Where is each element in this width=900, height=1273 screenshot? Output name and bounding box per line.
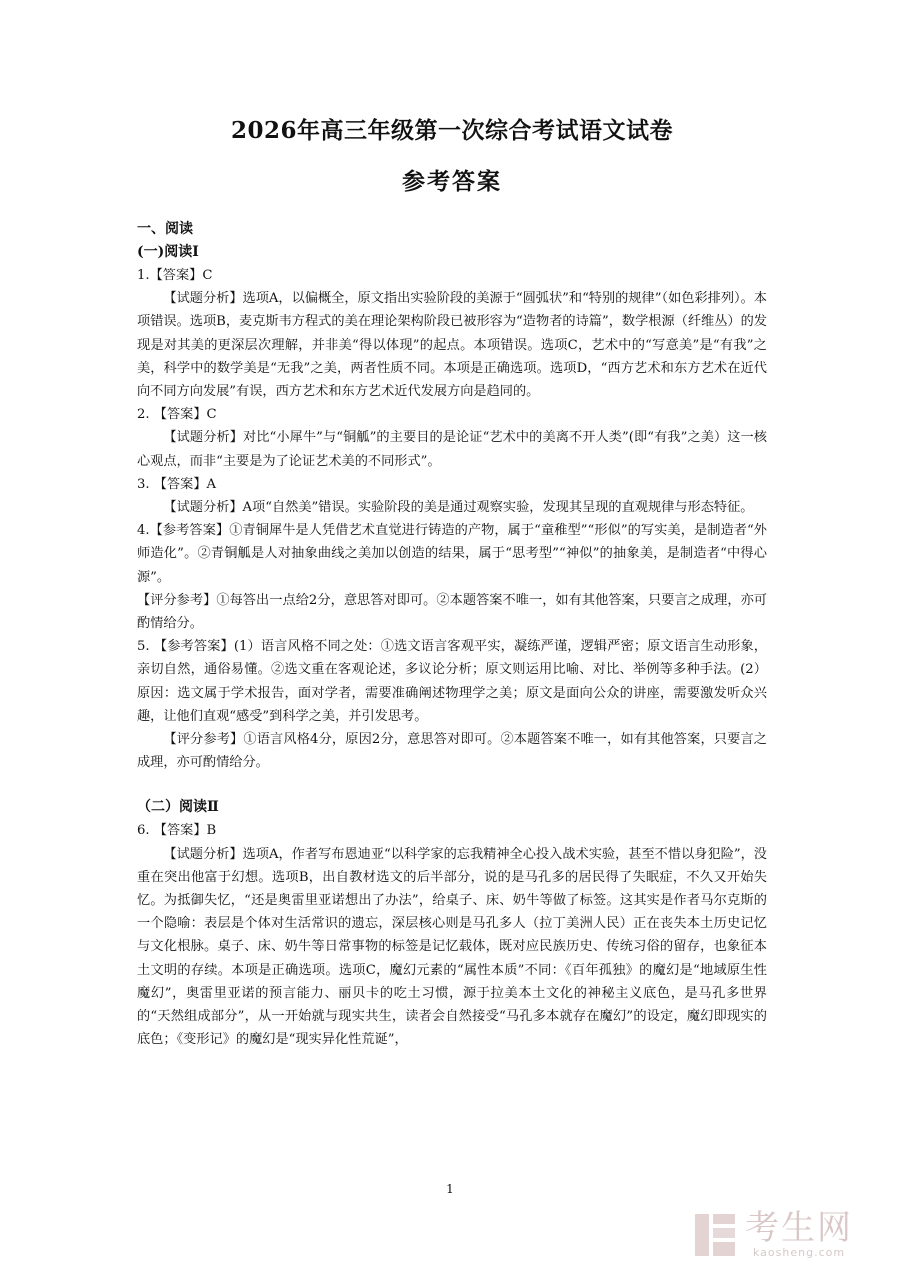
page-number: 1 — [446, 1182, 454, 1196]
q4-answer: 4.【参考答案】①青铜犀牛是人凭借艺术直觉进行铸造的产物，属于“童稚型”“形似”的写实美，是制造者“外师造化”。②青铜觚是人对抽象曲线之美加以创造的结果，属于“思考型”“神似”的抽象美，是制造者“中得心源”。 — [137, 523, 767, 585]
subsection-heading-2: （二）阅读Ⅱ — [137, 799, 219, 816]
q5-answer: 5. 【参考答案】(1）语言风格不同之处：①选文语言客观平实，凝练严谨，逻辑严密；原文语言生动形象，亲切自然，通俗易懂。②选文重在客观论述，多议论分析；原文则运用比喻、对比、举例等多种手法。(2）原因：选文属于学术报告，面对学者，需要准确阐述物理学之美；原文是面向公众的讲座，需要激发听众兴趣，让他们直观“感受”到科学之美，并引发思考。 — [137, 639, 767, 724]
q6-analysis: 【试题分析】选项A，作者写布恩迪亚“以科学家的忘我精神全心投入战术实验，甚至不惜以身犯险”，没重在突出他富于幻想。选项B，出自教材选文的后半部分，说的是马孔多的居民得了失眠症，不久又开始失忆。为抵御失忆，“还是奥雷里亚诺想出了办法”，给桌子、床、奶牛等做了标签。这其实是作者马尔克斯的一个隐喻：表层是个体对生活常识的遗忘，深层核心则是马孔多人（拉丁美洲人民）正在丧失本土历史记忆与文化根脉。桌子、床、奶牛等日常事物的标签是记忆载体，既对应民族历史、传统习俗的留存，也象征本土文明的存续。本项是正确选项。选项C，魔幻元素的“属性本质”不同：《百年孤独》的魔幻是“地域原生性魔幻”，奥雷里亚诺的预言能力、丽贝卡的吃土习惯，源于拉美本土文化的神秘主义底色，是马孔多世界的“天然组成部分”，从一开始就与现实共生，读者会自然接受“马孔多本就存在魔幻”的设定，魔幻即现实的底色；《变形记》的魔幻是“现实异化性荒诞”， — [137, 846, 767, 1048]
logo-mark-icon — [693, 1210, 737, 1260]
page-subtitle: 参考答案 — [402, 168, 502, 195]
logo-text: 考生网 — [745, 1208, 853, 1248]
q1-analysis: 【试题分析】选项A，以偏概全，原文指出实验阶段的美源于“圆弧状”和“特别的规律”（如色彩排列）。本项错误。选项B，麦克斯韦方程式的美在理论架构阶段已被形容为“造物者的诗篇”，数学根源（纤维丛）的发现是对其美的更深层次理解，并非美“得以体现”的起点。本项错误。选项C，艺术中的“写意美”是“有我”之美，科学中的数学美是“无我”之美，两者性质不同。本项是正确选项。选项D，“西方艺术和东方艺术在近代向不同方向发展”有误，西方艺术和东方艺术近代发展方向是趋同的。 — [137, 291, 767, 400]
section-heading: 一、阅读 — [137, 221, 193, 237]
q3-answer: 3. 【答案】A — [137, 476, 217, 492]
q4-scoring: 【评分参考】①每答出一点给2分，意思答对即可。②本题答案不唯一，如有其他答案，只要言之成理，亦可酌情给分。 — [137, 592, 767, 632]
spacer — [137, 774, 767, 796]
q6-answer: 6. 【答案】B — [137, 823, 217, 839]
logo-url: kaosheng.com — [753, 1246, 846, 1259]
subsection-heading: (一)阅读Ⅰ — [137, 244, 199, 260]
page-title: 2026年高三年级第一次综合考试语文试卷 — [230, 117, 673, 144]
answer-document — [137, 112, 767, 1052]
q2-analysis: 【试题分析】对比“小犀牛”与“铜觚”的主要目的是论证“艺术中的美离不开人类”(即“有我”之美）这一核心观点，而非“主要是为了论证艺术美的不同形式”。 — [137, 430, 767, 469]
q2-answer: 2. 【答案】C — [137, 407, 217, 423]
q5-scoring: 【评分参考】①语言风格4分，原因2分，意思答对即可。②本题答案不唯一，如有其他答案，只要言之成理，亦可酌情给分。 — [137, 732, 767, 771]
q1-answer: 1.【答案】C — [137, 268, 213, 283]
q3-analysis: 【试题分析】A项“自然美”错误。实验阶段的美是通过观察实验，发现其呈现的直观规律与形态特征。 — [163, 500, 754, 516]
watermark-logo — [693, 1208, 878, 1263]
